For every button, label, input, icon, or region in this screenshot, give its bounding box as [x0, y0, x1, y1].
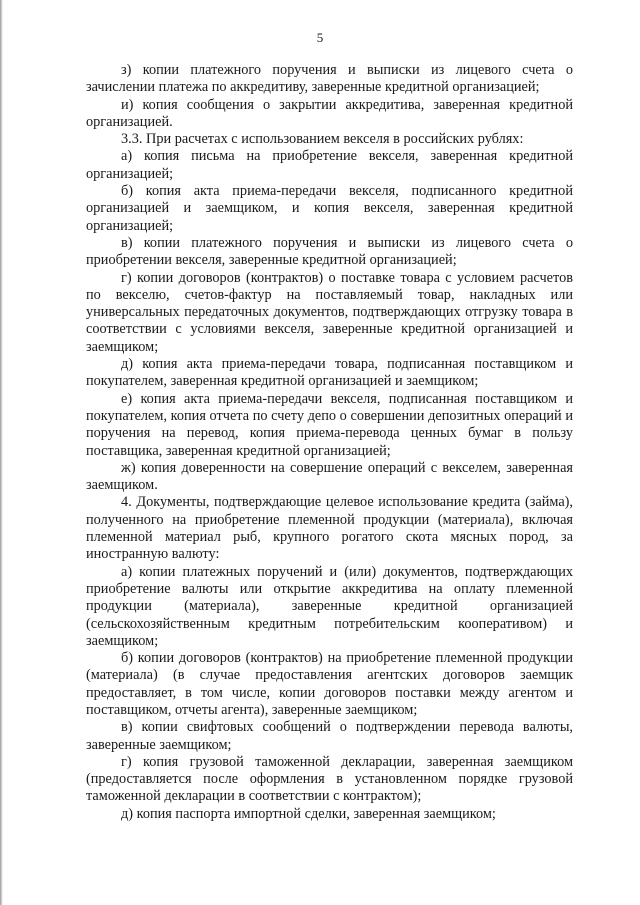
page-number: 5	[316, 30, 324, 45]
paragraph-e-bill-transfer-depo: е) копия акта приема-передачи векселя, подписанная поставщиком и покупателем, копия отчета по счету депо о совершении депозитных операций и поручения на перевод, копия приема-перевода ценных бумаг в пользу поставщика, заверенная кредитной организацией;	[86, 390, 573, 459]
section-heading-3-3: 3.3. При расчетах с использованием векселя в российских рублях:	[121, 131, 524, 148]
paragraph-a-payment-orders-currency: а) копии платежных поручений и (или) документов, подтверждающих приобретение валюты или открытие аккредитива на оплату племенной продукции (материала), заверенные кредитной организацией (сельскохозяйственным кредитным потребительским кооперативом) и заемщиком;	[86, 563, 573, 649]
paragraph-i-letter-of-credit-closure: и) копия сообщения о закрытии аккредитива, заверенная кредитной организацией.	[86, 96, 573, 130]
paragraph-g-customs-declaration: г) копия грузовой таможенной декларации, заверенная заемщиком (предоставляется после оформления в установленном порядке грузовой таможенной декларации в соответствии с контрактом);	[86, 753, 573, 805]
paragraph-v-payment-order-bill: в) копии платежного поручения и выписки из лицевого счета о приобретении векселя, заверенные кредитной организацией;	[86, 234, 573, 269]
paragraph-g-supply-contracts: г) копии договоров (контрактов) о поставке товара с условием расчетов по векселю, счетов-фактур на поставляемый товар, накладных или универсальных передаточных документов, подтверждающих отгрузку товара в соответствии с условиями векселя, заверенные кредитной организацией и заемщиком;	[86, 269, 573, 355]
paragraph-d-import-passport: д) копия паспорта импортной сделки, заверенная заемщиком;	[121, 805, 496, 822]
section-heading-4: 4. Документы, подтверждающие целевое использование кредита (займа), полученного на приобретение племенной продукции (материала), включая племенной материал рыб, крупного рогатого скота мясных пород, за иностранную валюту:	[86, 494, 573, 563]
paragraph-b-bill-transfer-act: б) копия акта приема-передачи векселя, подписанного кредитной организацией и заемщиком, и копия векселя, заверенная кредитной организацией;	[86, 183, 573, 234]
paragraph-d-goods-transfer-act: д) копия акта приема-передачи товара, подписанная поставщиком и покупателем, заверенная кредитной организацией и заемщиком;	[86, 356, 573, 390]
document-body	[86, 62, 573, 823]
paragraph-a-bill-purchase-letter: а) копия письма на приобретение векселя, заверенная кредитной организацией;	[86, 148, 573, 182]
scan-edge	[0, 0, 3, 905]
paragraph-v-swift-messages: в) копии свифтовых сообщений о подтверждении перевода валюты, заверенные заемщиком;	[86, 719, 573, 753]
paragraph-zh-power-of-attorney: ж) копия доверенности на совершение операций с векселем, заверенная заемщиком.	[86, 459, 573, 494]
paragraph-b-breeding-contracts: б) копии договоров (контрактов) на приобретение племенной продукции (материала) (в случае предоставления агентских договоров заемщик предоставляет, в том числе, копии договоров поставки между агентом и поставщиком, отчеты агента), заверенные заемщиком;	[86, 650, 573, 718]
paragraph-z-payment-order-copies: з) копии платежного поручения и выписки из лицевого счета о зачислении платежа по аккредитиву, заверенные кредитной организацией;	[86, 62, 573, 96]
